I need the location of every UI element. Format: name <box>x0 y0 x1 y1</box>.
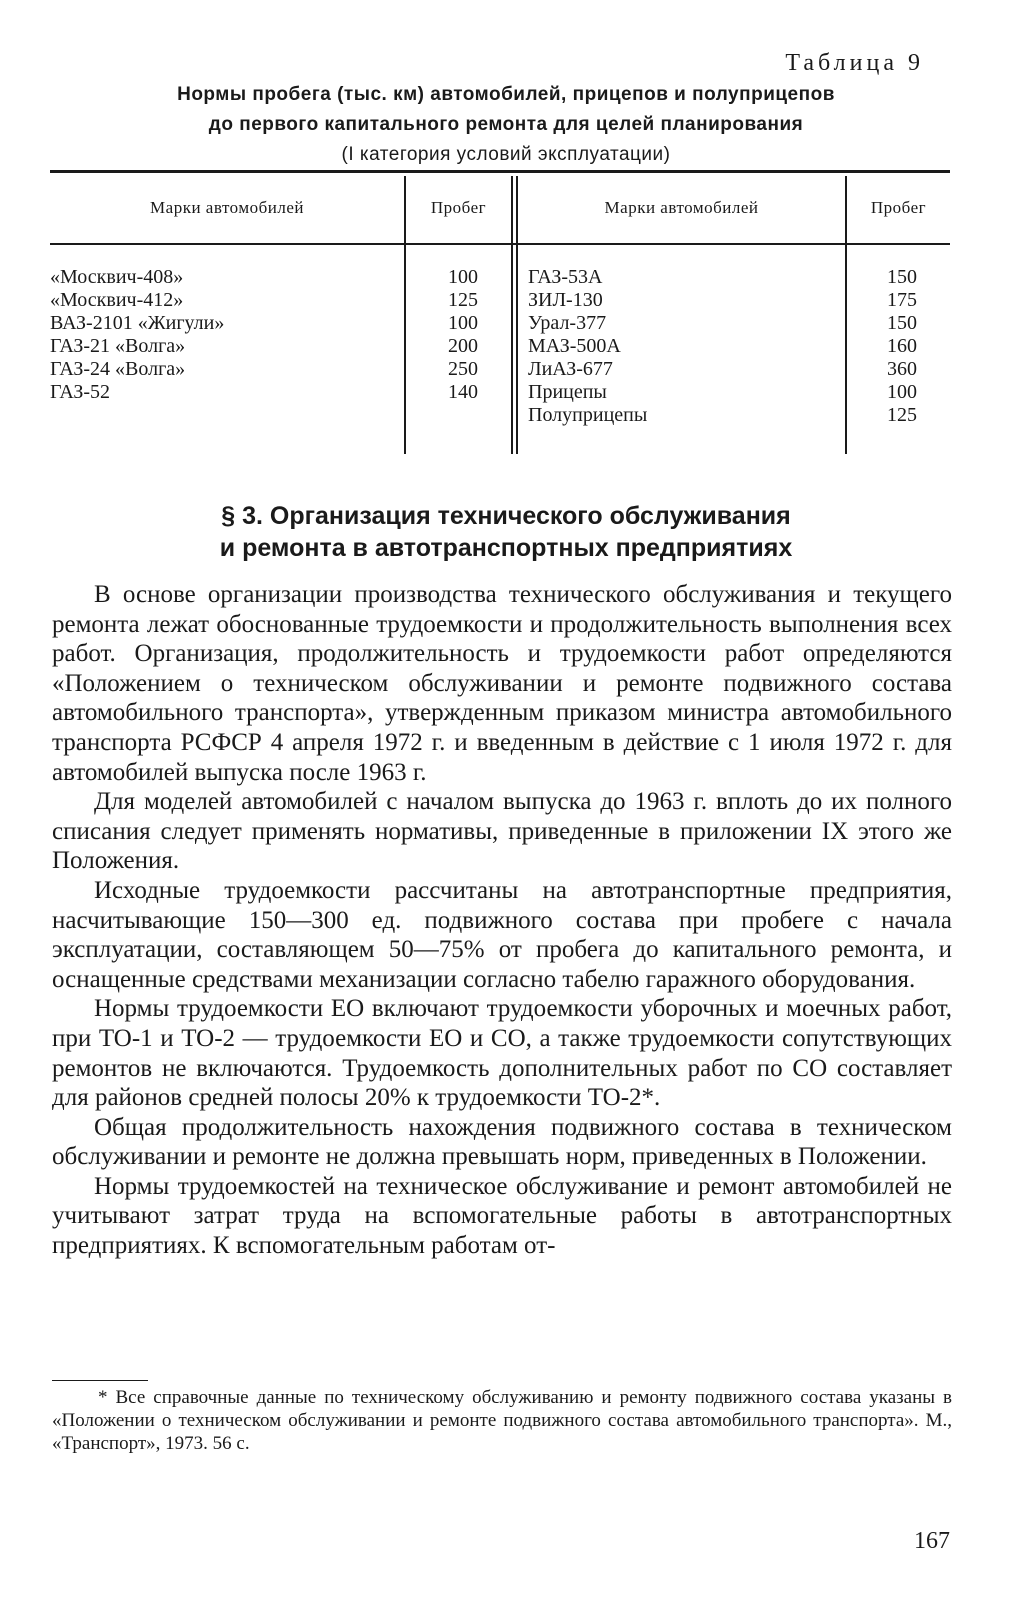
table-cell: 360 <box>887 358 917 380</box>
header-mileage-right: Пробег <box>870 198 927 217</box>
header-mileage-left: Пробег <box>430 198 487 217</box>
table-title-line-2: до первого капитального ремонта для целей планирования <box>208 114 804 135</box>
table-cell: 100 <box>448 312 478 334</box>
table-cell: Урал-377 <box>528 312 607 334</box>
models-left-column <box>50 266 390 404</box>
paragraph: Исходные трудоемкости рассчитаны на автотранспортные предприятия, насчитывающие 150—300 ед. подвижного состава при пробеге с начала эксплуатации, составляющем 50—75% от пробега до капитального ремонта, и оснащенные средствами механизации согласно табелю гаражного оборудования. <box>52 876 952 993</box>
table-cell: 125 <box>448 289 478 311</box>
paragraph: Нормы трудоемкостей на техническое обслуживание и ремонт автомобилей не учитывают затрат труда на вспомогательные работы в автотранспортных предприятиях. К вспомогательным работам от- <box>52 1172 952 1260</box>
table-title-line-1: Нормы пробега (тыс. км) автомобилей, прицепов и полуприцепов <box>177 84 835 105</box>
table-cell: Прицепы <box>528 381 607 403</box>
table-title-line-3: (I категория условий эксплуатации) <box>341 144 671 165</box>
table-cell: 175 <box>887 289 917 311</box>
table-cell: «Москвич-408» <box>50 266 184 288</box>
table-cell: «Москвич-412» <box>50 289 184 311</box>
table-cell: ВАЗ-2101 «Жигули» <box>50 312 225 334</box>
footnote-text: * Все справочные данные по техническому обслуживанию и ремонту подвижного состава указаны в «Положении о техническом обслуживании и ремонте подвижного состава автомобильного транспорта». М., «Транспорт», 1973. 56 с. <box>52 1387 952 1454</box>
table-top-rule <box>50 170 950 173</box>
table-title <box>0 80 1012 170</box>
table-cell: 150 <box>887 312 917 334</box>
footnote-rule <box>52 1380 148 1381</box>
table-header-rule <box>50 243 950 245</box>
paragraph: В основе организации производства технического обслуживания и текущего ремонта лежат обоснованные трудоемкости и продолжительность выполнения всех работ. Организация, продолжительность и трудоемкости работ определяются «Положением о техническом обслуживании и ремонте подвижного состава автомобильного транспорта», утвержденным приказом министра автомобильного транспорта РСФСР 4 апреля 1972 г. и введенным в действие с 1 июля 1972 г. для автомобилей выпуска после 1963 г. <box>52 581 952 786</box>
table-label: Таблица 9 <box>785 50 924 76</box>
table-cell: 100 <box>887 381 917 403</box>
table-cell: ЛиАЗ-677 <box>528 358 613 380</box>
section-heading-line-2: и ремонта в автотранспортных предприятиях <box>219 534 793 562</box>
section-heading-line-1: § 3. Организация технического обслуживания <box>221 502 791 530</box>
paragraph: Общая продолжительность нахождения подвижного состава в техническом обслуживании и ремонте не должна превышать норм, приведенных в Положении. <box>52 1113 952 1171</box>
mileage-right-column <box>847 266 917 427</box>
section-heading <box>0 500 1012 564</box>
table-cell: МАЗ-500А <box>528 335 621 357</box>
table-divider-2a <box>511 176 513 454</box>
paragraph: Для моделей автомобилей с началом выпуска до 1963 г. вплоть до их полного списания следует применять нормативы, приведенные в приложении IX этого же Положения. <box>52 788 952 875</box>
footnote <box>52 1386 952 1455</box>
table-cell: 100 <box>448 266 478 288</box>
table-cell: Полуприцепы <box>528 404 648 426</box>
table-cell: ГАЗ-21 «Волга» <box>50 335 186 357</box>
body-text <box>52 580 952 1261</box>
table-cell: ЗИЛ-130 <box>528 289 603 311</box>
page-number: 167 <box>914 1528 950 1554</box>
table-cell: 160 <box>887 335 917 357</box>
models-right-column <box>528 266 838 427</box>
mileage-left-column <box>406 266 478 404</box>
table-cell: 200 <box>448 335 478 357</box>
table-cell: ГАЗ-24 «Волга» <box>50 358 186 380</box>
table-cell: 250 <box>448 358 478 380</box>
table-cell: 140 <box>448 381 478 403</box>
table-cell: ГАЗ-53А <box>528 266 603 288</box>
table-cell: 125 <box>887 404 917 426</box>
table-cell: ГАЗ-52 <box>50 381 111 403</box>
table-cell: 150 <box>887 266 917 288</box>
header-models-left: Марки автомобилей <box>150 198 304 217</box>
paragraph: Нормы трудоемкости ЕО включают трудоемкости уборочных и моечных работ, при ТО-1 и ТО-2 — трудоемкости ЕО и СО, а также трудоемкости сопутствующих ремонтов не включаются. Трудоемкость дополнительных работ по СО составляет для районов средней полосы 20% к трудоемкости ТО-2*. <box>52 995 952 1112</box>
header-models-right: Марки автомобилей <box>604 198 759 217</box>
